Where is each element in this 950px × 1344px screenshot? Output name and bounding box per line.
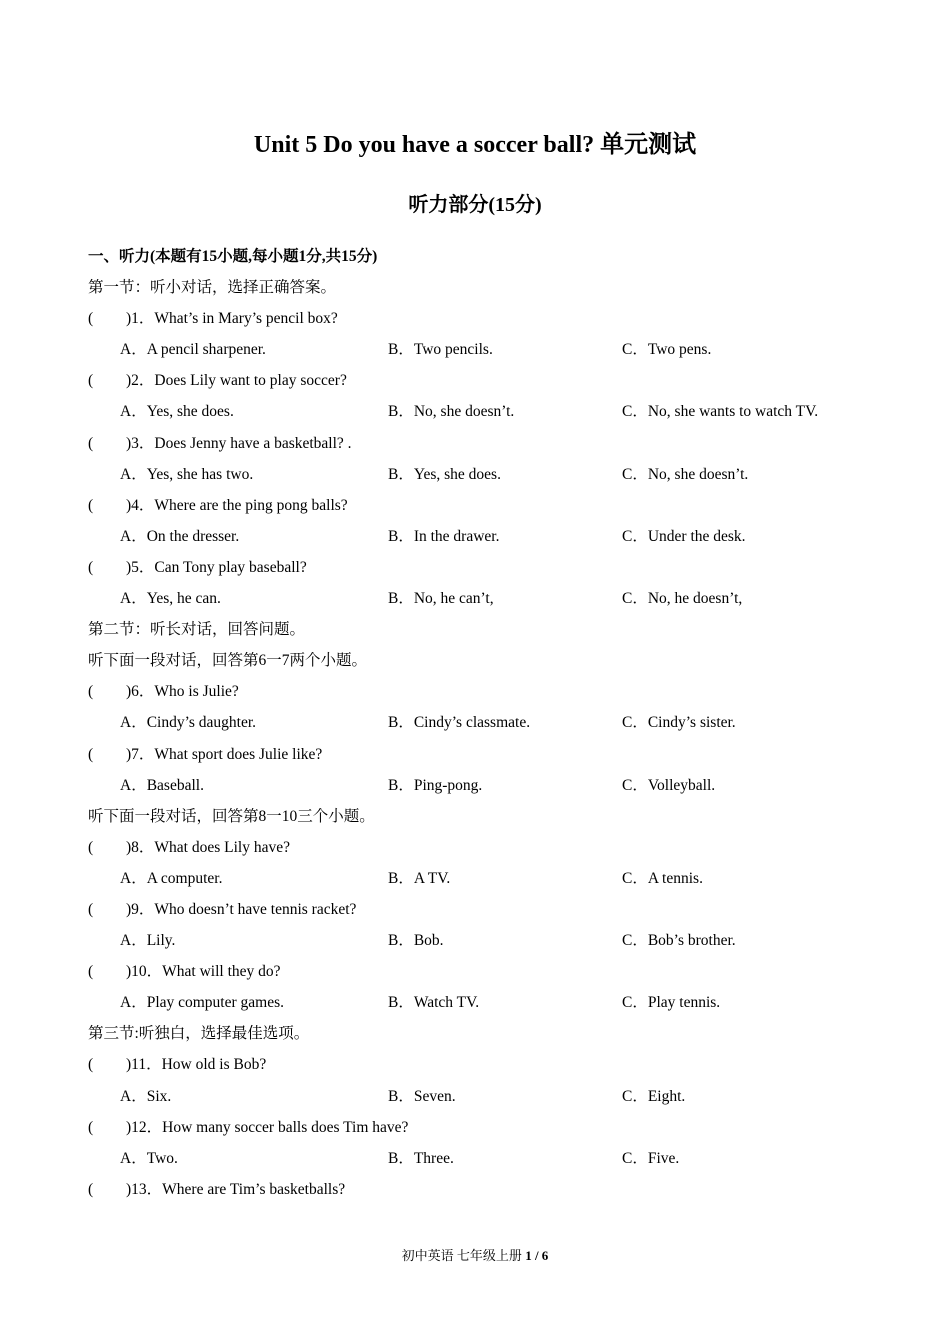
- question-number: )10．: [126, 963, 163, 981]
- answer-blank[interactable]: (: [88, 745, 94, 763]
- option-a: A．Six.: [120, 1087, 172, 1105]
- answer-blank[interactable]: (: [88, 558, 94, 576]
- option-c: C．No, she doesn’t.: [622, 465, 749, 483]
- option-b: B．Bob.: [388, 932, 444, 950]
- section-instruction: 听下面一段对话，回答第8一10三个小题。: [88, 807, 375, 825]
- question-text: What sport does Julie like?: [154, 745, 323, 763]
- option-c: C．Five.: [622, 1149, 680, 1167]
- question: [88, 1049, 858, 1080]
- section-instruction: 第三节:听独白，选择最佳选项。: [88, 1025, 310, 1043]
- answer-blank[interactable]: (: [88, 683, 94, 701]
- option-a: A．Baseball.: [120, 776, 204, 794]
- question-number: )12．: [126, 1118, 163, 1136]
- option-b: B．No, she doesn’t.: [388, 403, 515, 421]
- option-c: C．Volleyball.: [622, 776, 716, 794]
- answer-options: [88, 987, 858, 1018]
- answer-options: [88, 521, 858, 552]
- footer-text: 初中英语 七年级上册: [401, 1248, 526, 1263]
- option-b: B．No, he can’t,: [388, 590, 494, 608]
- option-a: A．Yes, she has two.: [120, 465, 254, 483]
- answer-options: [88, 1081, 858, 1112]
- option-b: B．Yes, she does.: [388, 465, 501, 483]
- question-text: Who doesn’t have tennis racket?: [154, 900, 357, 918]
- question-number: )2．: [126, 372, 155, 390]
- question: [88, 956, 858, 987]
- option-b: B．Watch TV.: [388, 994, 480, 1012]
- answer-blank[interactable]: (: [88, 838, 94, 856]
- option-a: A．Cindy’s daughter.: [120, 714, 257, 732]
- question-text: Does Jenny have a basketball? .: [154, 434, 352, 452]
- question: [88, 365, 858, 396]
- question-text: What will they do?: [162, 963, 281, 981]
- question-text: Can Tony play baseball?: [154, 558, 307, 576]
- answer-options: [88, 583, 858, 614]
- section-subtitle: 听力部分(15分): [408, 194, 542, 216]
- answer-options: [88, 1143, 858, 1174]
- answer-options: [88, 707, 858, 738]
- answer-options: [88, 459, 858, 490]
- option-b: B．A TV.: [388, 869, 451, 887]
- question-text: How many soccer balls does Tim have?: [162, 1118, 409, 1136]
- question-number: )1．: [126, 310, 155, 328]
- answer-options: [88, 925, 858, 956]
- question-number: )9．: [126, 900, 155, 918]
- question: [88, 303, 858, 334]
- question-number: )5．: [126, 558, 155, 576]
- question: [88, 1174, 858, 1205]
- option-c: C．Bob’s brother.: [622, 932, 736, 950]
- question: [88, 428, 858, 459]
- answer-blank[interactable]: (: [88, 434, 94, 452]
- answer-options: [88, 396, 858, 427]
- section-instruction: 第一节：听小对话，选择正确答案。: [88, 279, 337, 297]
- question-text: What does Lily have?: [154, 838, 290, 856]
- question-text: How old is Bob?: [161, 1056, 267, 1074]
- answer-blank[interactable]: (: [88, 1118, 94, 1136]
- question-number: )4．: [126, 496, 155, 514]
- page-footer: [0, 1245, 950, 1264]
- option-c: C．Play tennis.: [622, 994, 721, 1012]
- question-text: What’s in Mary’s pencil box?: [154, 310, 338, 328]
- option-c: C．A tennis.: [622, 869, 703, 887]
- question-text: Where are the ping pong balls?: [154, 496, 348, 514]
- document-body: [88, 241, 858, 1205]
- option-c: C．Two pens.: [622, 341, 712, 359]
- option-a: A．A pencil sharpener.: [120, 341, 266, 359]
- option-b: B．Three.: [388, 1149, 454, 1167]
- question: [88, 552, 858, 583]
- question: [88, 832, 858, 863]
- option-c: C．Cindy’s sister.: [622, 714, 736, 732]
- part-heading: 一、听力(本题有15小题,每小题1分,共15分): [88, 248, 378, 265]
- option-c: C．Eight.: [622, 1087, 686, 1105]
- option-b: B．In the drawer.: [388, 527, 500, 545]
- option-b: B．Ping-pong.: [388, 776, 483, 794]
- answer-blank[interactable]: (: [88, 1056, 94, 1074]
- section-instruction: 第二节：听长对话，回答问题。: [88, 621, 306, 639]
- question-list: [88, 272, 858, 1205]
- option-c: C．No, he doesn’t,: [622, 590, 743, 608]
- answer-options: [88, 770, 858, 801]
- question-text: Where are Tim’s basketballs?: [162, 1180, 346, 1198]
- question-number: )6．: [126, 683, 155, 701]
- question: [88, 739, 858, 770]
- option-a: A．Yes, she does.: [120, 403, 234, 421]
- question-number: )13．: [126, 1180, 163, 1198]
- section-instruction: 听下面一段对话，回答第6一7两个小题。: [88, 652, 368, 670]
- answer-blank[interactable]: (: [88, 1180, 94, 1198]
- question: [88, 1112, 858, 1143]
- question-text: Does Lily want to play soccer?: [154, 372, 347, 390]
- question-number: )11．: [126, 1056, 162, 1074]
- option-b: B．Seven.: [388, 1087, 456, 1105]
- option-a: A．A computer.: [120, 869, 223, 887]
- question-number: )3．: [126, 434, 155, 452]
- answer-blank[interactable]: (: [88, 963, 94, 981]
- option-b: B．Cindy’s classmate.: [388, 714, 531, 732]
- option-a: A．On the dresser.: [120, 527, 240, 545]
- question-text: Who is Julie?: [154, 683, 239, 701]
- option-a: A．Yes, he can.: [120, 590, 221, 608]
- option-a: A．Lily.: [120, 932, 176, 950]
- option-b: B．Two pencils.: [388, 341, 493, 359]
- option-a: A．Play computer games.: [120, 994, 285, 1012]
- answer-blank[interactable]: (: [88, 310, 94, 328]
- answer-blank[interactable]: (: [88, 900, 94, 918]
- question-number: )7．: [126, 745, 155, 763]
- question: [88, 490, 858, 521]
- answer-blank[interactable]: (: [88, 496, 94, 514]
- option-c: C．No, she wants to watch TV.: [622, 403, 819, 421]
- question: [88, 676, 858, 707]
- option-a: A．Two.: [120, 1149, 178, 1167]
- page-title: Unit 5 Do you have a soccer ball? 单元测试: [253, 132, 697, 158]
- option-c: C．Under the desk.: [622, 527, 746, 545]
- answer-options: [88, 334, 858, 365]
- question-number: )8．: [126, 838, 155, 856]
- answer-options: [88, 863, 858, 894]
- question: [88, 894, 858, 925]
- page-number: 1 / 6: [525, 1248, 549, 1263]
- answer-blank[interactable]: (: [88, 372, 94, 390]
